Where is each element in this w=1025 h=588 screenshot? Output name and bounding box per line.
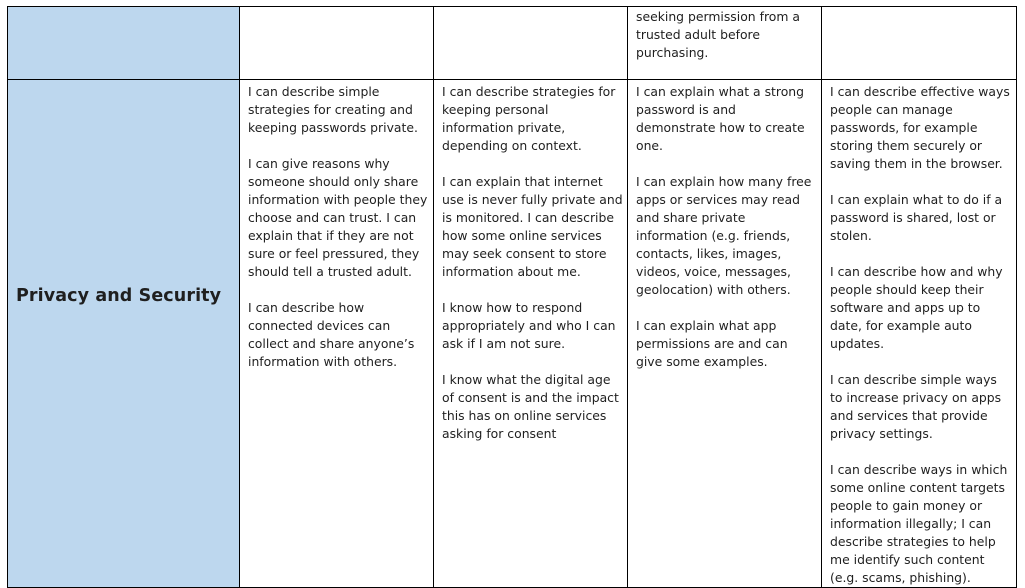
statement-text: I can explain what app permissions are and can give some examples. [636,318,788,369]
statement-text: I can describe strategies for keeping personal information private, depending on context. [442,84,616,153]
row-heading: Privacy and Security [16,285,222,306]
statement-text: I can describe ways in which some online content targets people to gain money or information illegally; I can describe strategies to help me identify such content (e.g. scams, phishing). [830,462,1008,585]
table-cell-col3 [628,80,822,588]
table-cell-empty [822,7,1017,80]
table-cell-col1 [240,80,434,588]
table-cell-empty [240,7,434,80]
table-cell-col2 [434,80,628,588]
curriculum-table [7,6,1017,588]
statement-text: I know what the digital age of consent is and the impact this has on online services asking for consent [442,372,619,441]
statement-text: I can describe how connected devices can collect and share anyone’s information with others. [248,300,415,369]
statement-text: I can explain what to do if a password is shared, lost or stolen. [830,192,1003,243]
statement-text: I can describe effective ways people can manage passwords, for example storing them securely or saving them in the browser. [830,84,1010,171]
statement-text: I know how to respond appropriately and who I can ask if I am not sure. [442,300,616,351]
table-cell-fragment [628,7,822,80]
row-heading-cell-empty [8,7,240,80]
statement-text: I can give reasons why someone should only share information with people they choose and can trust. I can explain that if they are not sure or feel pressured, they should tell a trusted adult. [248,156,428,279]
table-cell-col4 [822,80,1017,588]
cell-text-fragment: seeking permission from a trusted adult before purchasing. [636,9,800,60]
table-row-previous [8,7,1017,80]
statement-text: I can describe simple ways to increase privacy on apps and services that provide privacy settings. [830,372,1002,441]
statement-text: I can describe how and why people should keep their software and apps up to date, for example auto updates. [830,264,1003,351]
table-row-privacy-security [8,80,1017,588]
statement-text: I can describe simple strategies for creating and keeping passwords private. [248,84,418,135]
statement-text: I can explain how many free apps or services may read and share private information (e.g. friends, contacts, likes, images, videos, voice, messages, geolocation) with others. [636,174,812,297]
statement-text: I can explain what a strong password is and demonstrate how to create one. [636,84,805,153]
row-heading-cell [8,80,240,588]
table-cell-empty [434,7,628,80]
statement-text: I can explain that internet use is never fully private and is monitored. I can describe how some online services may seek consent to store information about me. [442,174,623,279]
